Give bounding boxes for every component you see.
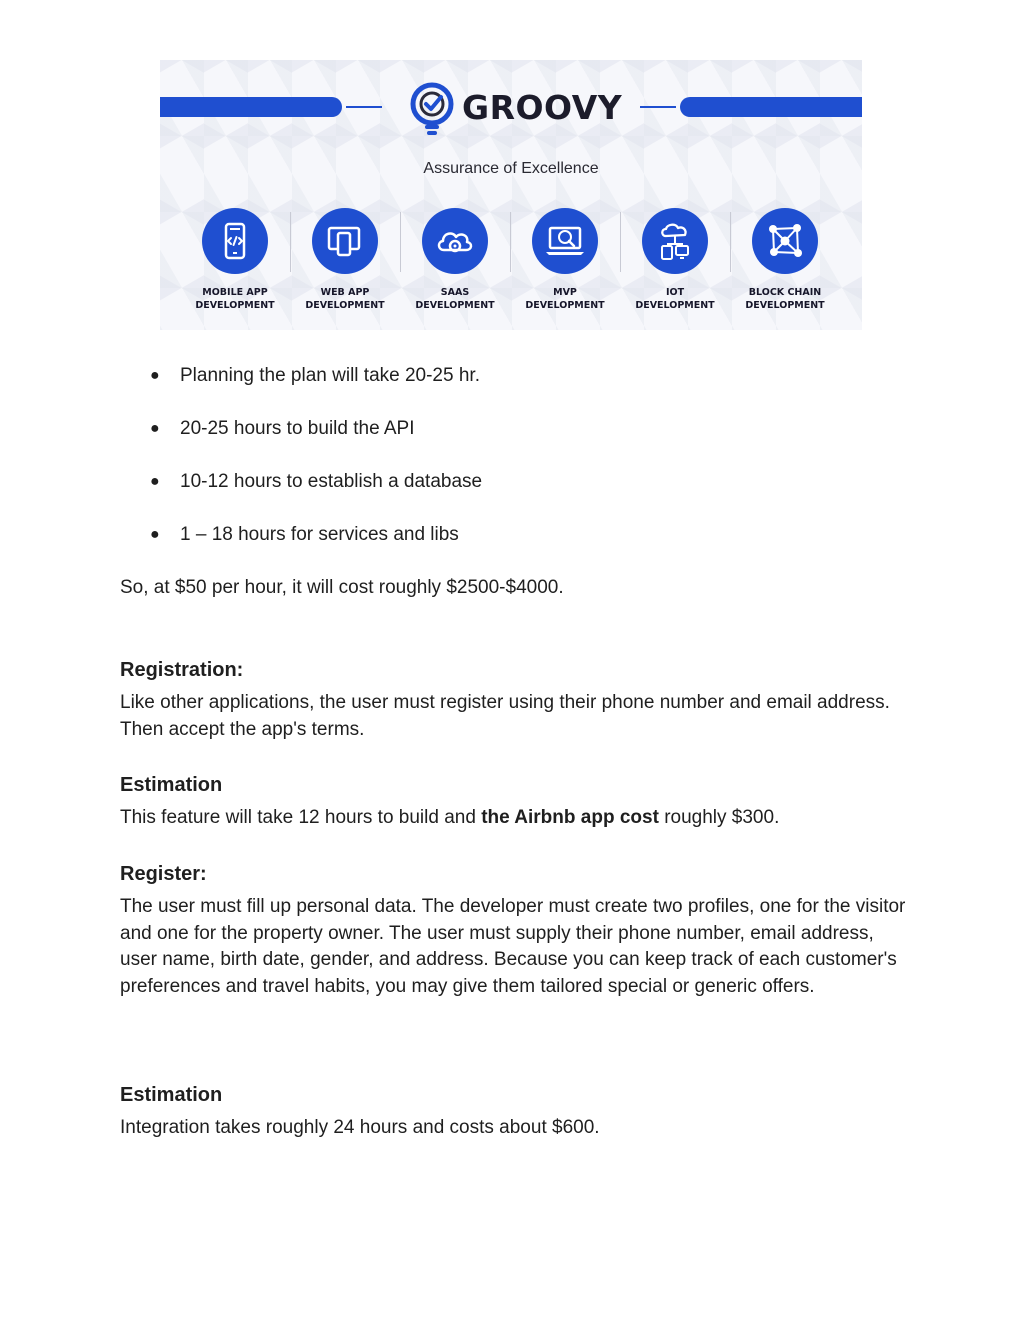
service-line2: DEVELOPMENT	[305, 300, 385, 311]
service-iot	[620, 208, 730, 312]
estimation-text-end: roughly $300.	[658, 807, 780, 828]
services-row	[180, 208, 842, 318]
service-web-app	[290, 208, 400, 312]
estimation-heading: Estimation	[120, 774, 223, 796]
cloud-gear-icon	[434, 220, 476, 262]
service-line1: WEB APP	[320, 287, 370, 298]
list-item-text: 20-25 hours to build the API	[180, 418, 415, 439]
service-line1: SAAS	[440, 287, 470, 298]
cost-summary: So, at $50 per hour, it will cost roughly $2500-$4000.	[120, 577, 564, 598]
service-block-chain	[730, 208, 840, 312]
bullet-dot: ●	[150, 473, 160, 490]
service-line2: DEVELOPMENT	[525, 300, 605, 311]
list-item	[150, 362, 482, 415]
registration-body: Like other applications, the user must register using their phone number and email address. Then accept the app's terms.	[120, 692, 890, 740]
lightbulb-check-icon	[408, 82, 456, 138]
service-line1: BLOCK CHAIN	[748, 287, 822, 298]
service-line2: DEVELOPMENT	[745, 300, 825, 311]
list-item-text: Planning the plan will take 20-25 hr.	[180, 365, 480, 386]
estimation-heading-2: Estimation	[120, 1084, 223, 1106]
bullet-dot: ●	[150, 420, 160, 437]
register-heading: Register:	[120, 863, 207, 885]
list-item-text: 1 – 18 hours for services and libs	[180, 524, 459, 545]
mobile-code-icon	[215, 221, 255, 261]
list-item-text: 10-12 hours to establish a database	[180, 471, 483, 492]
banner-bar-left	[160, 97, 342, 117]
estimation-body-2: Integration takes roughly 24 hours and costs about $600.	[120, 1117, 600, 1138]
service-line1: MOBILE APP	[202, 287, 268, 298]
banner-bar-right	[680, 97, 862, 117]
groovy-banner	[160, 60, 862, 330]
service-line2: DEVELOPMENT	[635, 300, 715, 311]
service-line1: MVP	[553, 287, 577, 298]
brand-name: GROOVY	[462, 88, 623, 127]
bullet-dot: ●	[150, 367, 160, 384]
groovy-logo	[408, 80, 623, 140]
service-mvp	[510, 208, 620, 312]
service-line2: DEVELOPMENT	[195, 300, 275, 311]
estimation-body	[120, 805, 910, 832]
service-saas	[400, 208, 510, 312]
registration-heading: Registration:	[120, 659, 244, 681]
monitor-phone-icon	[325, 221, 365, 261]
laptop-mvp-icon	[543, 221, 587, 261]
bullet-dot: ●	[150, 526, 160, 543]
network-nodes-icon	[764, 220, 806, 262]
service-mobile-app	[180, 208, 290, 312]
tagline: Assurance of Excellence	[423, 160, 599, 177]
register-body: The user must fill up personal data. The developer must create two profiles, one for the visitor and one for the property owner. The user must supply their phone number, email address, user name, birth date, gender, and address. Because you can keep track of each customer's preferences and travel habits, you may give them tailored special or generic offers.	[120, 896, 906, 997]
cloud-devices-icon	[654, 220, 696, 262]
list-item	[150, 415, 482, 468]
banner-line-left	[346, 106, 382, 108]
list-item	[150, 468, 482, 521]
list-item	[150, 521, 482, 574]
estimation-bold-text: the Airbnb app cost	[481, 807, 659, 828]
service-line1: IOT	[665, 287, 685, 298]
service-line2: DEVELOPMENT	[415, 300, 495, 311]
estimation-text: This feature will take 12 hours to build and	[120, 807, 482, 828]
banner-line-right	[640, 106, 676, 108]
estimate-bullet-list	[150, 362, 482, 574]
